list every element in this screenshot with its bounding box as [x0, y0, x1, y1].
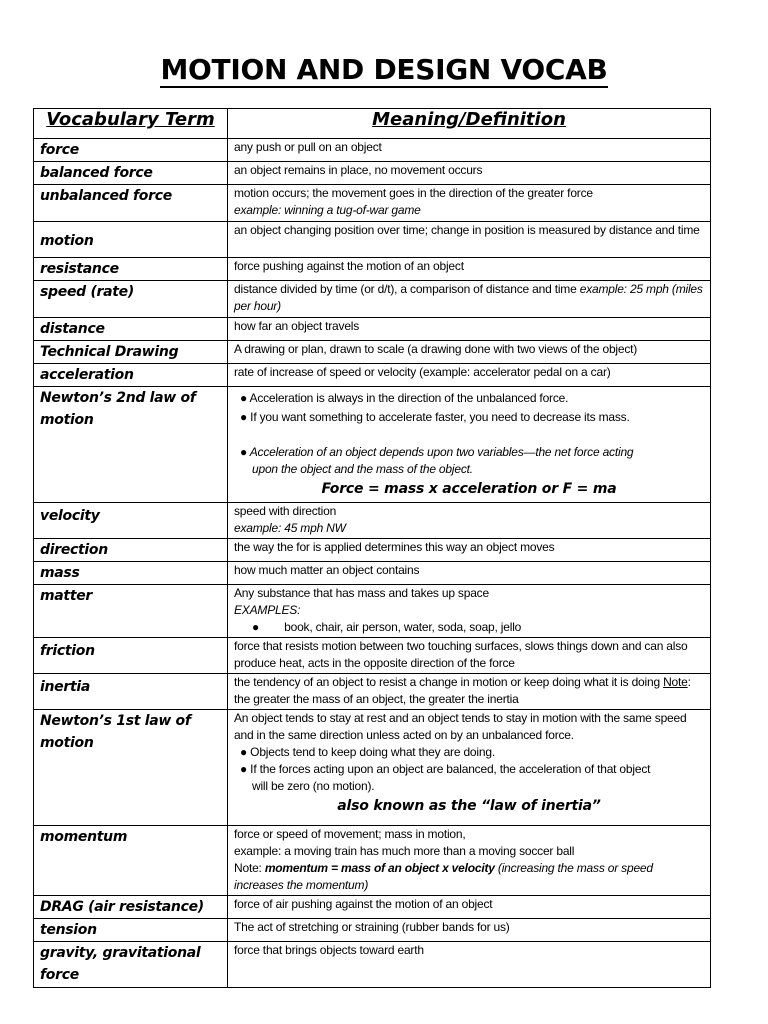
table-row [34, 387, 711, 503]
table-row [34, 281, 711, 318]
definition-text: force or speed of movement; mass in motion, [234, 827, 466, 841]
definition-cell: force pushing against the motion of an object [228, 258, 711, 281]
table-row [34, 896, 711, 919]
definition-text: Any substance that has mass and takes up space [234, 586, 489, 600]
term-cell: mass [34, 562, 228, 585]
term-cell: Newton’s 1st law of motion [34, 710, 228, 826]
bullet-item: ● Acceleration of an object depends upon two variables—the net force acting [240, 445, 634, 459]
term-cell: direction [34, 539, 228, 562]
spacer [234, 426, 704, 444]
table-row [34, 562, 711, 585]
table-row [34, 919, 711, 942]
term-cell: resistance [34, 258, 228, 281]
definition-cell: an object changing position over time; change in position is measured by distance and time [228, 222, 711, 258]
term-cell: unbalanced force [34, 185, 228, 222]
term-cell: tension [34, 919, 228, 942]
bullet-continuation: will be zero (no motion). [252, 779, 375, 793]
definition-cell [228, 674, 711, 710]
note-label: Note [663, 675, 688, 689]
definition-text: An object tends to stay at rest and an object tends to stay in motion with the same speed and in the same direction unless acted on by an unbalanced force. [234, 711, 687, 742]
table-row [34, 341, 711, 364]
definition-cell: force of air pushing against the motion of an object [228, 896, 711, 919]
definition-cell: force that brings objects toward earth [228, 942, 711, 988]
header-definition: Meaning/Definition [228, 109, 711, 139]
term-cell: inertia [34, 674, 228, 710]
definition-cell: the way the for is applied determines this way an object moves [228, 539, 711, 562]
table-header-row [34, 109, 711, 139]
definition-cell [228, 826, 711, 896]
table-row [34, 258, 711, 281]
note-formula: momentum = mass of an object x velocity [264, 861, 495, 875]
term-cell: friction [34, 638, 228, 674]
table-row [34, 139, 711, 162]
term-cell: gravity, gravitational force [34, 942, 228, 988]
table-row [34, 638, 711, 674]
table-row [34, 942, 711, 988]
table-row [34, 585, 711, 638]
term-cell: velocity [34, 503, 228, 539]
header-term: Vocabulary Term [34, 109, 228, 139]
table-row [34, 826, 711, 896]
table-row [34, 674, 711, 710]
table-row [34, 318, 711, 341]
definition-text: speed with direction [234, 504, 337, 518]
definition-cell [228, 185, 711, 222]
definition-cell: The act of stretching or straining (rubber bands for us) [228, 919, 711, 942]
bullet-item: ● Acceleration is always in the direction of the unbalanced force. [240, 391, 569, 405]
bullet-item: ● If you want something to accelerate faster, you need to decrease its mass. [240, 410, 630, 424]
examples-list: ● book, chair, air person, water, soda, soap, jello [252, 620, 522, 634]
definition-cell: how much matter an object contains [228, 562, 711, 585]
definition-text: motion occurs; the movement goes in the direction of the greater force [234, 186, 593, 200]
page-title: MOTION AND DESIGN VOCAB [160, 53, 608, 86]
definition-text: distance divided by time (or d/t), a comparison of distance and time [234, 282, 580, 296]
term-cell: distance [34, 318, 228, 341]
note-text: : the greater the mass of an object, the greater the inertia [234, 675, 691, 706]
formula-text: Force = mass x acceleration or F = ma [321, 481, 617, 497]
term-cell: momentum [34, 826, 228, 896]
table-row [34, 364, 711, 387]
term-cell: speed (rate) [34, 281, 228, 318]
definition-cell [228, 503, 711, 539]
definition-cell: how far an object travels [228, 318, 711, 341]
example-text: example: 25 mph (miles per hour) [234, 282, 703, 313]
definition-cell: an object remains in place, no movement occurs [228, 162, 711, 185]
definition-cell: A drawing or plan, drawn to scale (a drawing done with two views of the object) [228, 341, 711, 364]
vocab-table [33, 108, 711, 988]
definition-cell: rate of increase of speed or velocity (example: accelerator pedal on a car) [228, 364, 711, 387]
examples-label: EXAMPLES: [234, 603, 301, 617]
bullet-item: ● If the forces acting upon an object are balanced, the acceleration of that object [240, 762, 651, 776]
term-cell: force [34, 139, 228, 162]
bullet-item: ● Objects tend to keep doing what they are doing. [240, 745, 495, 759]
term-cell: Technical Drawing [34, 341, 228, 364]
example-text: example: winning a tug-of-war game [234, 203, 421, 217]
definition-cell [228, 710, 711, 826]
definition-cell: force that resists motion between two touching surfaces, slows things down and can also produce heat, acts in the opposite direction of the force [228, 638, 711, 674]
table-row [34, 503, 711, 539]
term-cell: acceleration [34, 364, 228, 387]
table-row [34, 185, 711, 222]
term-cell: matter [34, 585, 228, 638]
note-detail: (increasing the mass or speed increases the momentum) [234, 861, 653, 892]
term-cell: balanced force [34, 162, 228, 185]
example-text: example: 45 mph NW [234, 521, 346, 535]
table-row [34, 162, 711, 185]
bullet-continuation: upon the object and the mass of the object. [252, 462, 473, 476]
definition-cell [228, 281, 711, 318]
term-cell: motion [34, 222, 228, 258]
term-cell: Newton’s 2nd law of motion [34, 387, 228, 503]
example-text: example: a moving train has much more than a moving soccer ball [234, 844, 575, 858]
table-row [34, 539, 711, 562]
table-row [34, 710, 711, 826]
note-text [234, 860, 704, 894]
definition-text: the tendency of an object to resist a change in motion or keep doing what it is doing [234, 675, 664, 689]
definition-cell [228, 585, 711, 638]
table-row [34, 222, 711, 258]
note-prefix: Note: [234, 861, 265, 875]
aka-text: also known as the “law of inertia” [337, 798, 601, 814]
definition-cell: any push or pull on an object [228, 139, 711, 162]
term-cell: DRAG (air resistance) [34, 896, 228, 919]
definition-cell [228, 387, 711, 503]
